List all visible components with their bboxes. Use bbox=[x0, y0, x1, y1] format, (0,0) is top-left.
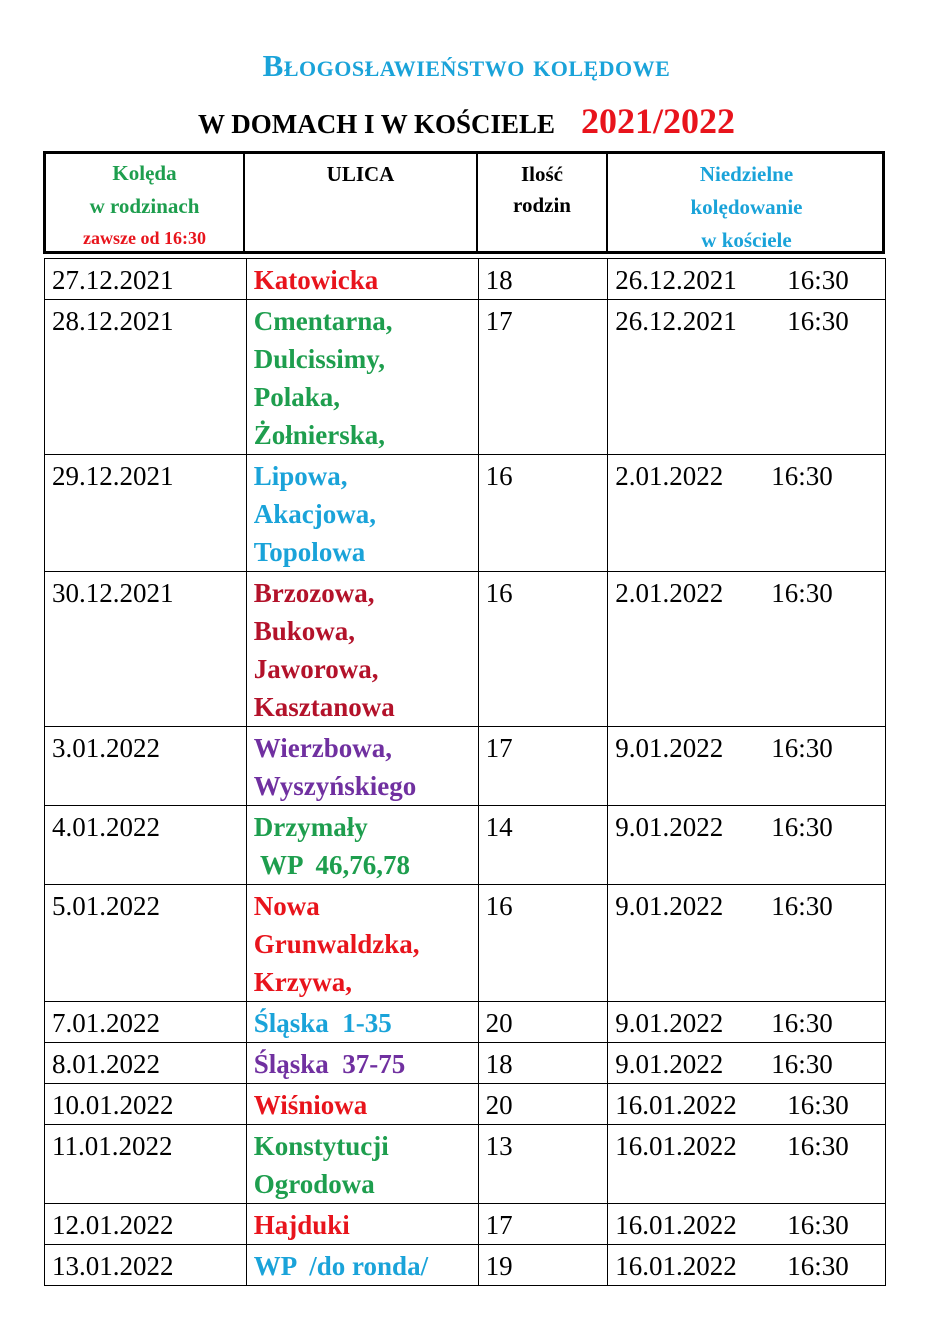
sunday-date: 16.01.2022 bbox=[615, 1131, 737, 1161]
street-name: Hajduki bbox=[253, 1210, 350, 1240]
sunday-time: 16:30 bbox=[787, 1090, 849, 1120]
sunday-date: 16.01.2022 bbox=[615, 1210, 737, 1240]
table-row bbox=[45, 885, 886, 1002]
sunday-time: 16:30 bbox=[771, 578, 833, 608]
sunday-date: 16.01.2022 bbox=[615, 1251, 737, 1281]
street-name: Śląska 1-35 bbox=[253, 1008, 392, 1038]
header-col-families-line1: Ilość bbox=[521, 162, 563, 186]
street-name: Lipowa, bbox=[253, 461, 348, 491]
visit-date-cell: 8.01.2022 bbox=[45, 1043, 247, 1084]
sunday-time: 16:30 bbox=[771, 733, 833, 763]
table-row bbox=[45, 1084, 886, 1125]
family-count-cell: 18 bbox=[478, 259, 608, 300]
street-cell bbox=[246, 1204, 478, 1245]
header-col-families-line2: rodzin bbox=[513, 193, 571, 217]
visit-date-cell: 10.01.2022 bbox=[45, 1084, 247, 1125]
visit-date-cell: 29.12.2021 bbox=[45, 455, 247, 572]
sunday-caroling-cell bbox=[608, 1125, 886, 1204]
visit-date-cell: 30.12.2021 bbox=[45, 572, 247, 727]
street-name: Żołnierska, bbox=[253, 420, 386, 450]
header-col-families bbox=[478, 154, 608, 251]
header-col-street bbox=[245, 154, 478, 251]
table-row bbox=[45, 1043, 886, 1084]
table-row bbox=[45, 300, 886, 455]
street-cell bbox=[246, 1084, 478, 1125]
street-cell bbox=[246, 572, 478, 727]
street-name: Akacjowa, bbox=[253, 499, 377, 529]
visit-date-cell: 13.01.2022 bbox=[45, 1245, 247, 1286]
street-name: Katowicka bbox=[253, 265, 379, 295]
family-count-cell: 16 bbox=[478, 572, 608, 727]
street-cell bbox=[246, 1002, 478, 1043]
street-name: Bukowa, bbox=[253, 616, 356, 646]
sunday-time: 16:30 bbox=[771, 1008, 833, 1038]
street-name: Jaworowa, bbox=[253, 654, 379, 684]
sunday-caroling-cell bbox=[608, 1204, 886, 1245]
sunday-time: 16:30 bbox=[771, 461, 833, 491]
sunday-date: 9.01.2022 bbox=[615, 812, 724, 842]
table-row bbox=[45, 455, 886, 572]
street-name: Nowa bbox=[253, 891, 320, 921]
table-row bbox=[45, 1204, 886, 1245]
street-cell bbox=[246, 1125, 478, 1204]
visit-date-cell: 3.01.2022 bbox=[45, 727, 247, 806]
family-count-cell: 16 bbox=[478, 885, 608, 1002]
street-name: Drzymały bbox=[253, 812, 368, 842]
street-name: Dulcissimy, bbox=[253, 344, 386, 374]
visit-date-cell: 4.01.2022 bbox=[45, 806, 247, 885]
family-count-cell: 14 bbox=[478, 806, 608, 885]
visit-date-cell: 28.12.2021 bbox=[45, 300, 247, 455]
sunday-caroling-cell bbox=[608, 300, 886, 455]
sunday-time: 16:30 bbox=[787, 1131, 849, 1161]
header-col-date-line3: zawsze od 16:30 bbox=[83, 228, 206, 248]
header-col-sunday bbox=[608, 154, 885, 251]
family-count-cell: 19 bbox=[478, 1245, 608, 1286]
family-count-cell: 17 bbox=[478, 300, 608, 455]
sunday-date: 2.01.2022 bbox=[615, 461, 724, 491]
header-col-sunday-line3: w kościele bbox=[701, 228, 792, 252]
document-subtitle bbox=[0, 100, 933, 142]
table-row bbox=[45, 727, 886, 806]
street-name: Wiśniowa bbox=[253, 1090, 368, 1120]
table-header bbox=[43, 151, 885, 254]
street-cell bbox=[246, 259, 478, 300]
sunday-time: 16:30 bbox=[787, 1210, 849, 1240]
street-cell bbox=[246, 455, 478, 572]
sunday-date: 9.01.2022 bbox=[615, 733, 724, 763]
street-name: Topolowa bbox=[253, 537, 366, 567]
sunday-caroling-cell bbox=[608, 1002, 886, 1043]
sunday-time: 16:30 bbox=[787, 265, 849, 295]
header-col-date bbox=[46, 154, 245, 251]
sunday-time: 16:30 bbox=[771, 1049, 833, 1079]
header-col-date-line2: w rodzinach bbox=[89, 194, 200, 218]
street-name: WP 46,76,78 bbox=[253, 850, 411, 880]
visit-date-cell: 11.01.2022 bbox=[45, 1125, 247, 1204]
sunday-time: 16:30 bbox=[787, 306, 849, 336]
family-count-cell: 13 bbox=[478, 1125, 608, 1204]
sunday-time: 16:30 bbox=[771, 891, 833, 921]
family-count-cell: 17 bbox=[478, 1204, 608, 1245]
sunday-date: 9.01.2022 bbox=[615, 1008, 724, 1038]
street-cell bbox=[246, 885, 478, 1002]
sunday-date: 26.12.2021 bbox=[615, 306, 737, 336]
visit-date-cell: 12.01.2022 bbox=[45, 1204, 247, 1245]
family-count-cell: 20 bbox=[478, 1002, 608, 1043]
header-col-street-label: ULICA bbox=[326, 162, 395, 186]
sunday-caroling-cell bbox=[608, 1084, 886, 1125]
street-name: Krzywa, bbox=[253, 967, 352, 997]
street-cell bbox=[246, 806, 478, 885]
street-name: WP /do ronda/ bbox=[253, 1251, 429, 1281]
family-count-cell: 20 bbox=[478, 1084, 608, 1125]
sunday-caroling-cell bbox=[608, 455, 886, 572]
sunday-time: 16:30 bbox=[771, 812, 833, 842]
sunday-caroling-cell bbox=[608, 1245, 886, 1286]
header-col-date-line1: Kolęda bbox=[112, 161, 177, 185]
street-name: Grunwaldzka, bbox=[253, 929, 420, 959]
header-col-sunday-line1: Niedzielne bbox=[699, 162, 794, 186]
table-row bbox=[45, 806, 886, 885]
sunday-caroling-cell bbox=[608, 727, 886, 806]
sunday-time: 16:30 bbox=[787, 1251, 849, 1281]
street-name: Konstytucji bbox=[253, 1131, 389, 1161]
sunday-date: 9.01.2022 bbox=[615, 1049, 724, 1079]
street-name: Wyszyńskiego bbox=[253, 771, 417, 801]
table-row bbox=[45, 1245, 886, 1286]
subtitle-main: W DOMACH I W KOŚCIELE bbox=[197, 109, 556, 139]
street-cell bbox=[246, 1043, 478, 1084]
street-name: Cmentarna, bbox=[253, 306, 393, 336]
street-cell bbox=[246, 300, 478, 455]
schedule-table-body bbox=[45, 259, 886, 1286]
sunday-caroling-cell bbox=[608, 806, 886, 885]
sunday-caroling-cell bbox=[608, 885, 886, 1002]
street-name: Polaka, bbox=[253, 382, 341, 412]
sunday-caroling-cell bbox=[608, 572, 886, 727]
visit-date-cell: 27.12.2021 bbox=[45, 259, 247, 300]
table-row bbox=[45, 572, 886, 727]
visit-date-cell: 7.01.2022 bbox=[45, 1002, 247, 1043]
family-count-cell: 16 bbox=[478, 455, 608, 572]
street-name: Wierzbowa, bbox=[253, 733, 392, 763]
family-count-cell: 18 bbox=[478, 1043, 608, 1084]
street-cell bbox=[246, 727, 478, 806]
sunday-date: 26.12.2021 bbox=[615, 265, 737, 295]
sunday-date: 2.01.2022 bbox=[615, 578, 724, 608]
subtitle-year: 2021/2022 bbox=[581, 101, 736, 141]
sunday-caroling-cell bbox=[608, 1043, 886, 1084]
table-row bbox=[45, 1002, 886, 1043]
table-row bbox=[45, 1125, 886, 1204]
schedule-table bbox=[44, 258, 886, 1286]
street-cell bbox=[246, 1245, 478, 1286]
street-name: Kasztanowa bbox=[253, 692, 395, 722]
street-name: Brzozowa, bbox=[253, 578, 375, 608]
header-col-sunday-line2: kolędowanie bbox=[690, 195, 803, 219]
document-title: Błogosławieństwo kolędowe bbox=[262, 48, 671, 83]
street-name: Ogrodowa bbox=[253, 1169, 375, 1199]
family-count-cell: 17 bbox=[478, 727, 608, 806]
sunday-caroling-cell bbox=[608, 259, 886, 300]
sunday-date: 16.01.2022 bbox=[615, 1090, 737, 1120]
sunday-date: 9.01.2022 bbox=[615, 891, 724, 921]
street-name: Śląska 37-75 bbox=[253, 1049, 406, 1079]
visit-date-cell: 5.01.2022 bbox=[45, 885, 247, 1002]
table-row bbox=[45, 259, 886, 300]
